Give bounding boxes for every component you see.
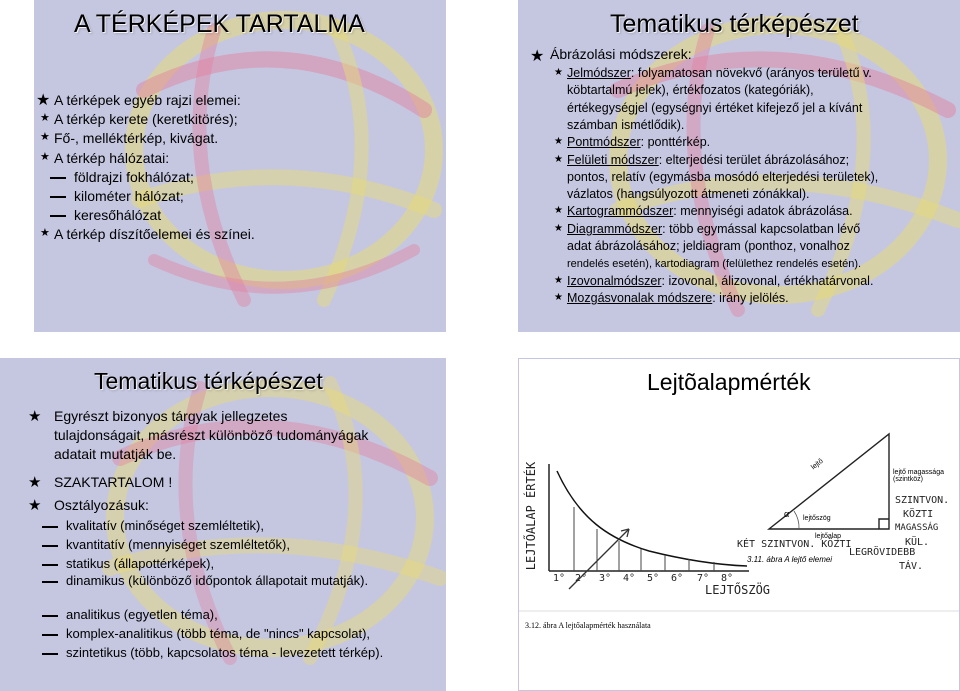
method-name: Felületi módszer — [567, 153, 659, 167]
slide-3-title: Tematikus térképészet — [94, 368, 323, 394]
tick-label: 7° — [697, 573, 710, 584]
star-bullet-icon: ★ — [28, 497, 42, 514]
star-bullet-icon: ★ — [554, 154, 563, 165]
method-description: : izovonal, álizovonal, értékhatárvonal. — [661, 274, 874, 288]
slide-1-item: A térkép díszítőelemei és színei. — [54, 226, 255, 242]
method-description: : irány jelölés. — [712, 291, 789, 305]
dash-bullet-icon — [42, 526, 58, 528]
slide-2-title: Tematikus térképészet — [610, 10, 859, 38]
tick-label: 8° — [721, 573, 734, 584]
slide-2-line — [567, 291, 789, 305]
hand-note: KÖZTI — [903, 509, 934, 520]
slide-2-line — [567, 222, 860, 236]
slide-3-item: adatait mutatják be. — [54, 446, 177, 462]
star-bullet-icon: ★ — [554, 205, 563, 216]
star-bullet-icon: ★ — [40, 131, 50, 143]
slide-3-item: dinamikus (különböző időpontok állapotait mutatják). — [66, 573, 369, 588]
dash-bullet-icon — [42, 653, 58, 655]
star-bullet-icon: ★ — [554, 67, 563, 78]
slide-1-item: kilométer hálózat; — [74, 188, 184, 204]
slide-2 — [518, 0, 960, 332]
hand-note: SZINTVON. — [895, 495, 950, 506]
hand-note: MAGASSÁG — [895, 523, 939, 533]
slide-2-line — [567, 101, 862, 115]
slide-3-item: statikus (állapottérképek), — [66, 556, 215, 571]
slide-3-item: kvantitatív (mennyiséget szemléltetők), — [66, 537, 290, 552]
method-description: köbtartalmú jelek), értékfozatos (kategóriák), — [567, 83, 814, 97]
slide-1-item: A térkép kerete (keretkitörés); — [54, 111, 238, 127]
slide-2-line — [567, 83, 814, 97]
dash-bullet-icon — [42, 564, 58, 566]
triangle-height-label: lejtő magassága (szintköz) — [893, 469, 944, 483]
star-bullet-icon: ★ — [530, 48, 545, 65]
tick-label: 2° — [575, 573, 588, 584]
method-name: Diagrammódszer — [567, 222, 663, 236]
dash-bullet-icon — [42, 615, 58, 617]
triangle-slope-label: lejtő — [810, 457, 825, 472]
hand-note: KÉT SZINTVON. KÖZTI — [737, 539, 852, 550]
hand-note: KÜL. — [905, 537, 930, 548]
method-name: Mozgásvonalak módszere — [567, 291, 713, 305]
dash-bullet-icon — [42, 634, 58, 636]
dash-bullet-icon — [50, 196, 66, 198]
slide-2-line — [567, 256, 861, 270]
triangle-alpha-label: α — [784, 509, 790, 519]
method-description: rendelés esetén), kartodiagram (felülethez rendelés esetén). — [567, 258, 862, 270]
method-description: : több egymással kapcsolatban lévő — [662, 222, 861, 236]
slide-4-title: Lejtõalapmérték — [647, 369, 811, 395]
slide-3-item: SZAKTARTALOM ! — [54, 474, 173, 490]
dash-bullet-icon — [42, 545, 58, 547]
slide-1-title: A TÉRKÉPEK TARTALMA — [74, 10, 365, 38]
x-axis-label: LEJTŐSZÖG — [705, 583, 771, 597]
method-description: értékegységjel (egységnyi értéket kifejező jel a kívánt — [567, 101, 863, 115]
tick-label: 4° — [623, 573, 636, 584]
dash-bullet-icon — [50, 215, 66, 217]
star-bullet-icon: ★ — [40, 112, 50, 124]
triangle-angle-label: lejtőszög — [803, 515, 831, 522]
method-name: Kartogrammódszer — [567, 204, 674, 218]
slope-diagram — [519, 359, 960, 691]
slide-1-item: A térképek egyéb rajzi elemei: — [54, 92, 241, 108]
method-description: vázlatos (hangsúlyozott átmeneti zónákkal). — [567, 187, 810, 201]
method-description: : elterjedési terület ábrázolásához; — [658, 153, 850, 167]
method-description: pontos, relatív (egymásba mosódó elterjedési területek), — [567, 170, 879, 184]
slide-2-line — [567, 274, 873, 288]
slide-1-item: Fő-, melléktérkép, kivágat. — [54, 130, 219, 146]
slide-2-line — [567, 66, 872, 80]
star-bullet-icon: ★ — [40, 227, 50, 239]
hand-note: LEGRÖVIDEBB — [849, 547, 916, 558]
method-description: adat ábrázolásához; jeldiagram (ponthoz, vonalhoz — [567, 239, 850, 253]
slide-3-item: analitikus (egyetlen téma), — [66, 607, 218, 622]
slide-2-line — [567, 118, 684, 132]
method-description: : mennyiségi adatok ábrázolása. — [673, 204, 853, 218]
star-bullet-icon: ★ — [554, 292, 563, 303]
vertical-axis-label: LEJTŐALAP ÉRTÉK — [524, 461, 539, 571]
slide-2-line — [567, 153, 849, 167]
method-description: számban ismétlődik). — [567, 118, 685, 132]
slide-3-item: Osztályozásuk: — [54, 497, 149, 513]
tick-label: 6° — [671, 573, 684, 584]
star-bullet-icon: ★ — [554, 275, 563, 286]
triangle-base-label: lejtőalap — [815, 533, 842, 540]
star-bullet-icon: ★ — [36, 92, 51, 109]
slide-1 — [34, 0, 446, 332]
slide-3-item: Egyrészt bizonyos tárgyak jellegzetes — [54, 408, 288, 424]
dash-bullet-icon — [50, 177, 66, 179]
figure-caption: 3.12. ábra A lejtőalapmérték használata — [525, 621, 651, 630]
tick-label: 5° — [647, 573, 660, 584]
slide-3 — [0, 358, 446, 691]
tick-label: 3° — [599, 573, 612, 584]
slide-2-line — [567, 239, 850, 253]
figure-caption: 3.11. ábra A lejtő elemei — [747, 555, 833, 564]
slide-2-line — [567, 170, 878, 184]
slide-4 — [518, 358, 960, 691]
hand-note: TÁV. — [899, 561, 924, 572]
star-bullet-icon: ★ — [40, 151, 50, 163]
slide-2-line — [567, 135, 710, 149]
slide-3-item: komplex-analitikus (több téma, de "nincs" kapcsolat), — [66, 626, 371, 641]
method-description: : folyamatosan növekvő (arányos területű v. — [630, 66, 872, 80]
method-description: : ponttérkép. — [640, 135, 711, 149]
star-bullet-icon: ★ — [28, 474, 42, 491]
slide-2-heading: Ábrázolási módszerek: — [550, 46, 692, 62]
slide-1-item: A térkép hálózatai: — [54, 150, 170, 166]
slide-1-item: keresőhálózat — [74, 207, 162, 223]
slide-2-line — [567, 204, 853, 218]
slide-1-item: földrajzi fokhálózat; — [74, 169, 194, 185]
dash-bullet-icon — [42, 581, 58, 583]
star-bullet-icon: ★ — [554, 223, 563, 234]
slide-2-line — [567, 187, 810, 201]
method-name: Pontmódszer — [567, 135, 641, 149]
slide-3-item: tulajdonságait, másrészt különböző tudományágak — [54, 427, 369, 443]
method-name: Jelmódszer — [567, 66, 631, 80]
tick-label: 1° — [553, 573, 566, 584]
slide-3-item: szintetikus (több, kapcsolatos téma - levezetett térkép). — [66, 645, 384, 660]
star-bullet-icon: ★ — [554, 136, 563, 147]
slide-3-item: kvalitatív (minőséget szemléltetik), — [66, 518, 264, 533]
method-name: Izovonalmódszer — [567, 274, 662, 288]
star-bullet-icon: ★ — [28, 408, 42, 425]
